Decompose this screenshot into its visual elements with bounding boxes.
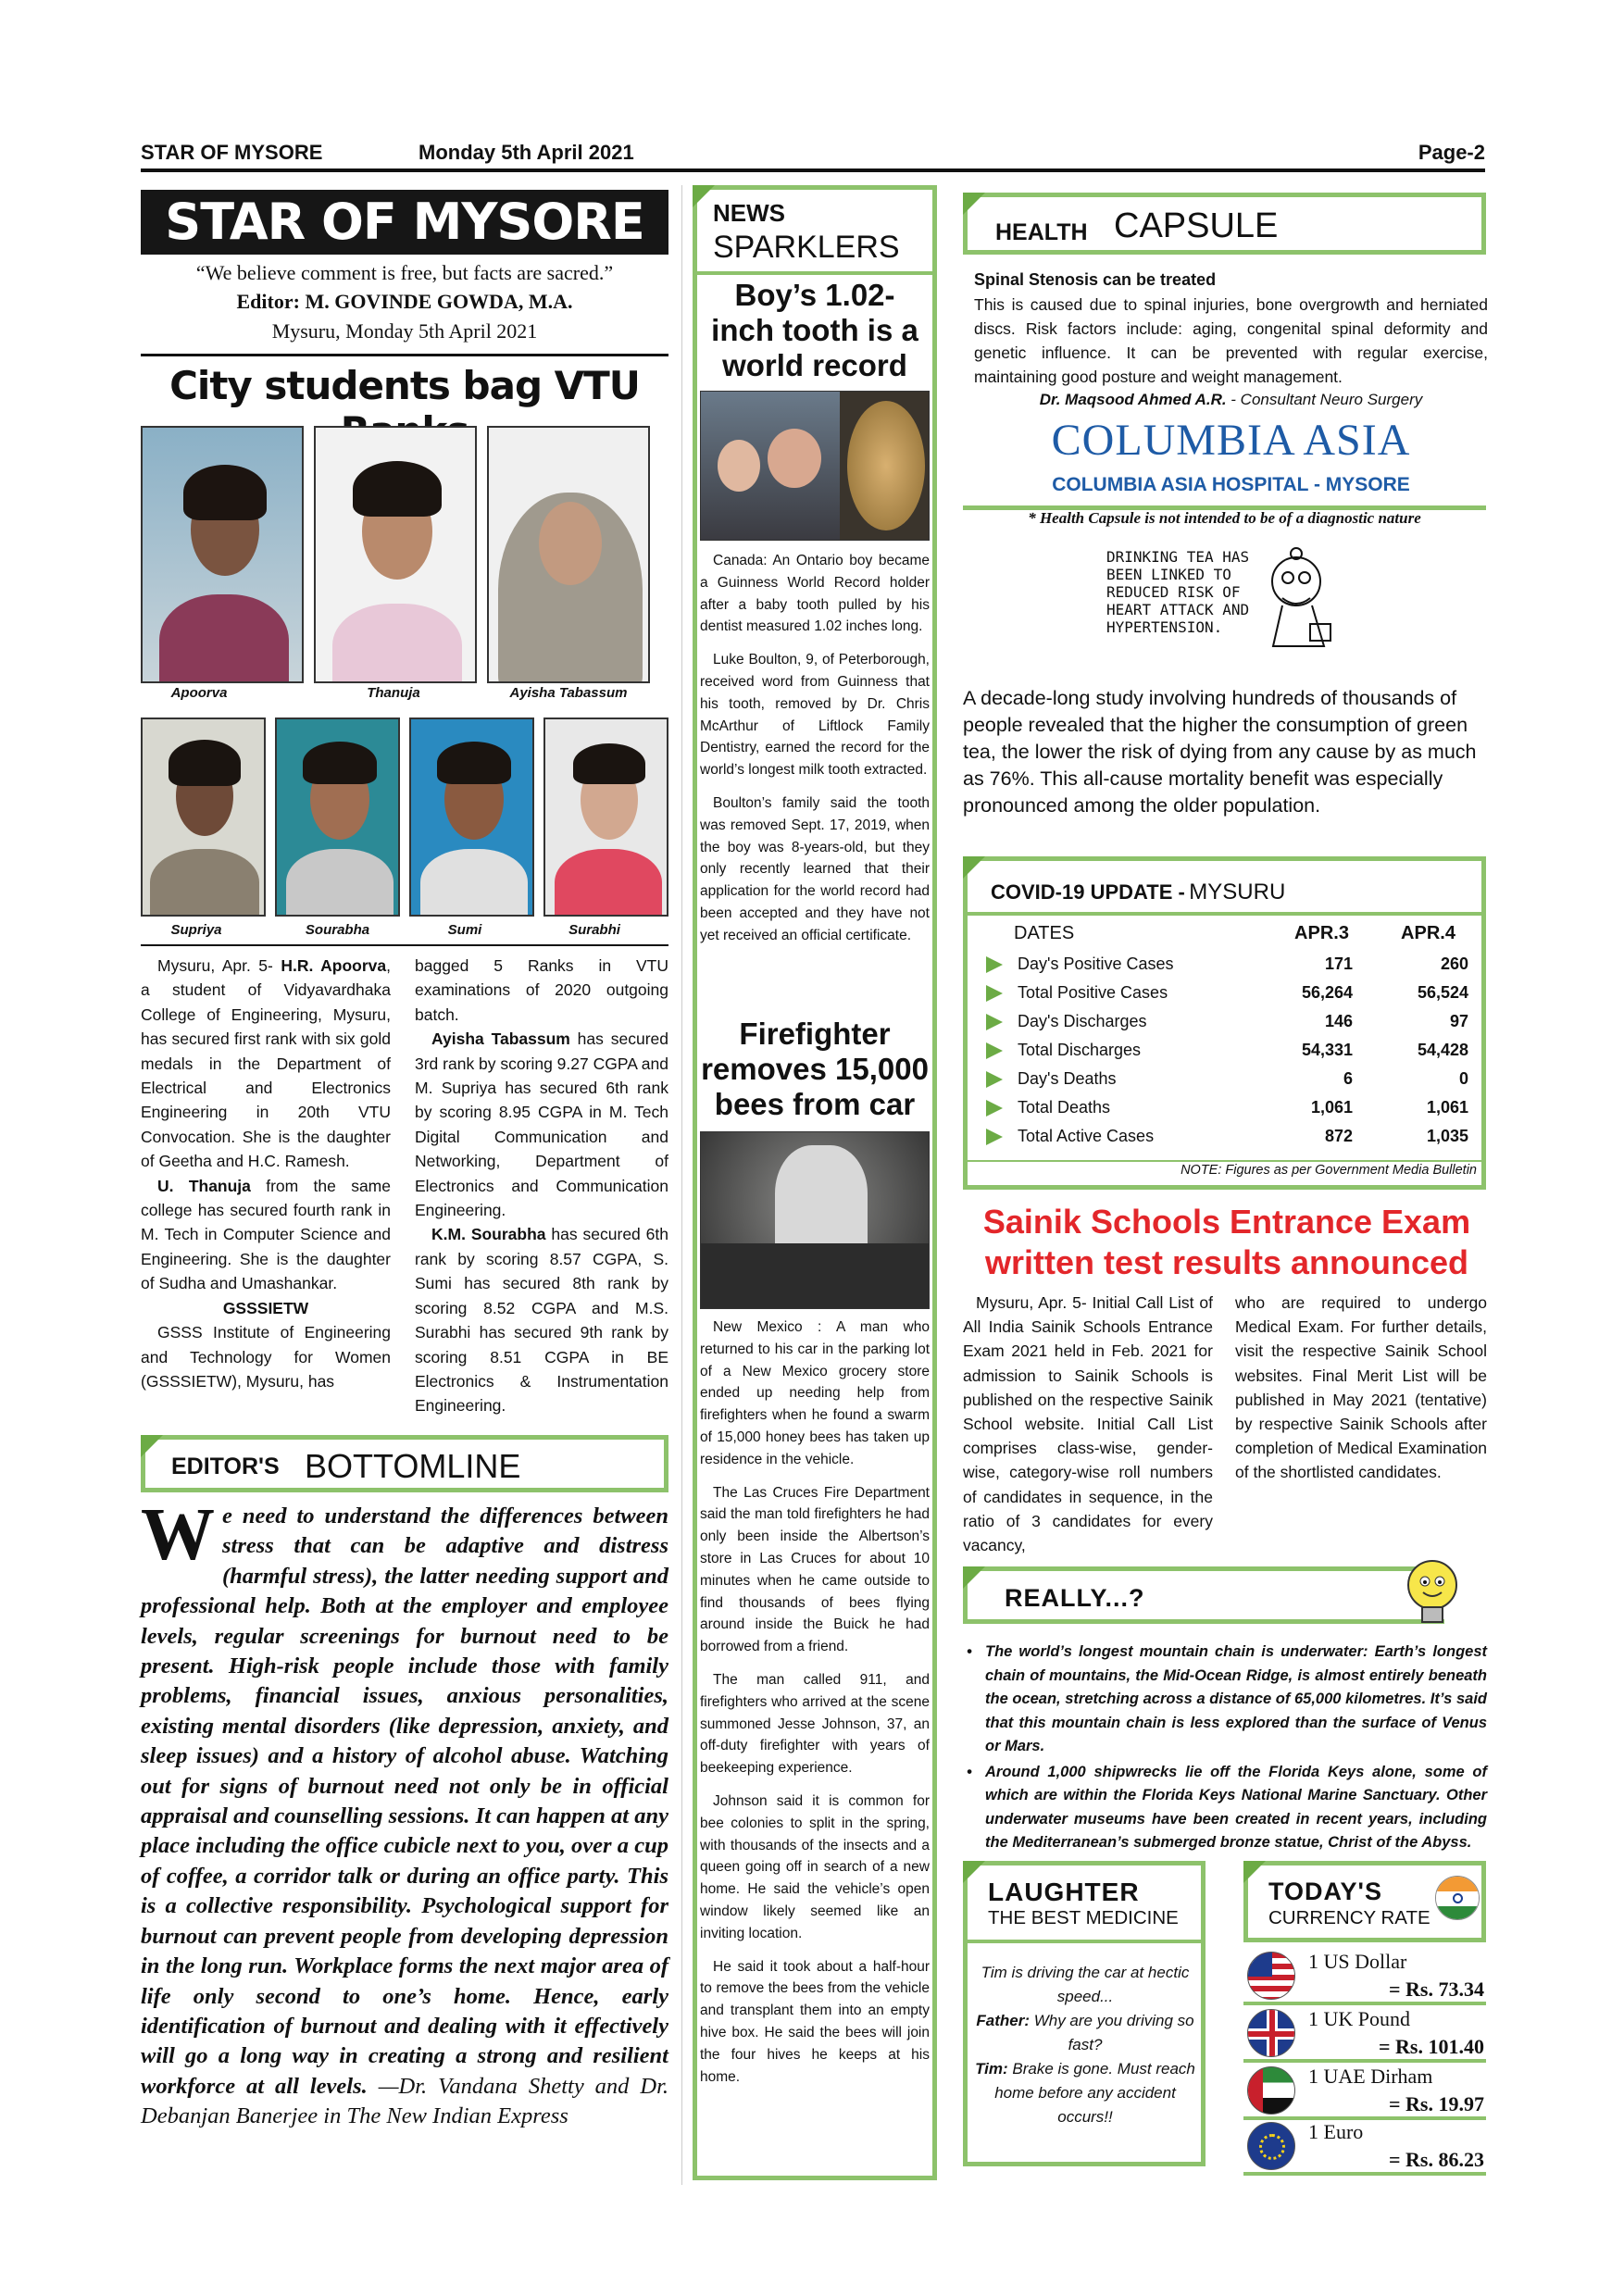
joke-line: Tim: Brake is gone. Must reach home before any accident occurs!! (975, 2060, 1195, 2126)
cartoon-caption: DRINKING TEA HAS BEEN LINKED TO REDUCED RISK OF HEART ATTACK AND HYPERTENSION. (1106, 548, 1250, 636)
caption-thanuja: Thanuja (367, 685, 420, 701)
story-paragraph: The Las Cruces Fire Department said the man told firefighters he had only been inside the Albertson’s store in Las Cruces for about 10 minutes when he came outside to find thousands of bees flying around inside the Buick he had borrowed from a friend. (700, 1484, 930, 1655)
covid-row-label: Day's Discharges (968, 1007, 1268, 1036)
covid-table-header (968, 917, 1481, 950)
covid-value-apr3: 872 (1324, 1127, 1353, 1145)
header-page-number: Page-2 (1418, 141, 1485, 164)
masthead-title: STAR OF MYSORE (165, 193, 644, 251)
uae-flag-icon (1247, 2066, 1295, 2115)
green-tea-article: A decade-long study involving hundreds of thousands of people revealed that the higher the consumption of green tea, the lower the risk of dying from any cause by as much as 76%. This all-cause mortality benefit was especially pronounced among the older population. (963, 687, 1477, 817)
sparklers-label-rule (697, 271, 932, 275)
covid-value-apr4: 1,061 (1426, 1098, 1468, 1117)
running-header (141, 139, 1485, 167)
covid-label-bold: COVID-19 UPDATE - (991, 880, 1185, 904)
vtu-article-col2 (415, 954, 668, 1418)
vtu-headline: City students bag VTU (169, 363, 640, 408)
vtu-article-col1 (141, 954, 391, 1393)
bottomline-label-bold: EDITOR'S (171, 1454, 280, 1479)
covid-value-apr4: 97 (1449, 1012, 1468, 1030)
bees-photo (700, 1131, 930, 1309)
covid-table (968, 917, 1481, 1151)
covid-note: NOTE: Figures as per Government Media Bulletin (1181, 1163, 1477, 1178)
tooth-story (700, 550, 930, 947)
currency-name: 1 US Dollar (1308, 1950, 1407, 1973)
covid-header-apr4: APR.4 (1401, 922, 1455, 943)
covid-value-apr3: 1,061 (1310, 1098, 1353, 1117)
really-item: • Around 1,000 shipwrecks lie off the Florida Keys alone, some of which are within the Florida Keys National Marine Sanctuary. Other underwater museums have been created in recent years, including the Mediterranean’s submerged bronze statue, Christ of the Abyss. (967, 1763, 1487, 1851)
laughter-label-rule (968, 1940, 1201, 1943)
covid-table-row (968, 1093, 1481, 1122)
tooth-headline: Boy’s 1.02-inch tooth is a world record (711, 278, 918, 382)
health-body: This is caused due to spinal injuries, bone overgrowth and herniated discs. Risk factors include: aging, congenital spinal deformity and genetic influence. It can be prevented with regular exercise, maintaining good posture and weight management. (974, 295, 1488, 386)
story-paragraph: New Mexico : A man who returned to his car in the parking lot of a New Mexico grocery store ended up needing help from firefighters when he found a swarm of 15,000 honey bees has taken up residence in the vehicle. (700, 1319, 930, 1467)
masthead-dateline: Mysuru, Monday 5th April 2021 (271, 319, 538, 343)
covid-value-apr3: 54,331 (1301, 1041, 1353, 1059)
play-arrow-icon (986, 1100, 1003, 1117)
hospital-name: COLUMBIA ASIA HOSPITAL - MYSORE (1052, 474, 1410, 495)
story-paragraph: Johnson said it is common for bee colonies to split in the spring, with thousands of the insects and a queen going off in search of a new home. He said the vehicle’s open window likely seemed like an inviting location. (700, 1792, 930, 1941)
currency-name: 1 Euro (1308, 2120, 1364, 2143)
bottomline-label: BOTTOMLINE (305, 1447, 521, 1485)
photo-caption-rule (141, 944, 668, 946)
health-disclaimer: * Health Capsule is not intended to be of a diagnostic nature (1028, 509, 1421, 527)
covid-table-row (968, 979, 1481, 1007)
caption-sourabha: Sourabha (305, 922, 370, 938)
currency-value: = Rs. 19.97 (1389, 2092, 1484, 2115)
uk-flag-icon (1247, 2009, 1295, 2057)
covid-table-row (968, 1007, 1481, 1036)
play-arrow-icon (986, 1071, 1003, 1088)
vtu-paragraph: GSSS Institute of Engineering and Technology for Women (GSSSIETW), Mysuru, has (141, 1323, 391, 1391)
covid-table-row (968, 1065, 1481, 1093)
really-item: • The world’s longest mountain chain is underwater: Earth’s longest chain of mountains, the Mid-Ocean Ridge, is almost entirely beneath the ocean, stretching across a distance of 65,000 kilometres. It’s said that this mountain chain is less explored than the surface of Venus or Mars. (967, 1643, 1487, 1754)
photo-sumi (409, 718, 534, 917)
sainik-col2: who are required to undergo Medical Exam. For further details, visit the respective Sainik School websites. Final Merit List will be published in May 2021 (tentative) by respective Sainik Schools after completion of Medical Examination of the shortlisted candidates. (1235, 1293, 1487, 1482)
bottomline-dropcap: W (141, 1494, 215, 1576)
bottomline-body (141, 1494, 669, 2132)
covid-value-apr4: 1,035 (1426, 1127, 1468, 1145)
vtu-subhead: GSSSIETW (222, 1298, 309, 1317)
currency-label: CURRENCY RATE (1268, 1907, 1430, 1928)
header-rule (141, 168, 1485, 172)
currency-row (1243, 2066, 1486, 2120)
currency-value: = Rs. 73.34 (1389, 1978, 1484, 2001)
currency-label-bold: TODAY'S (1268, 1878, 1382, 1905)
caption-sumi: Sumi (447, 922, 482, 938)
bottomline-label-box (141, 1435, 668, 1492)
covid-row-label: Total Deaths (968, 1093, 1268, 1122)
columbia-asia-logo: COLUMBIA ASIA (1051, 416, 1411, 465)
play-arrow-icon (986, 1014, 1003, 1030)
vtu-paragraph: Mysuru, Apr. 5- H.R. Apoorva, a student of Vidyavardhaka College of Engineering, Mysuru, has secured first rank with six gold medals in the Department of Electrical and Electronics Engineering in 20th VTU Convocation. She is the daughter of Geetha and H.C. Ramesh. (141, 956, 391, 1171)
story-paragraph: Boulton’s family said the tooth was removed Sept. 17, 2019, when the boy was 8-years-old, but they only recently learned that their application for the world record had been accepted and they have not yet received an official certificate. (700, 794, 930, 943)
lightbulb-icon (1400, 1555, 1465, 1629)
caption-ayisha-tabassum: Ayisha Tabassum (509, 685, 628, 701)
story-paragraph: The man called 911, and firefighters who arrived at the scene summoned Jesse Johnson, 37, an off-duty firefighter with years of beekeeping experience. (700, 1671, 930, 1777)
covid-value-apr4: 0 (1458, 1069, 1468, 1088)
currency-row (1243, 1952, 1486, 2005)
covid-label-place: MYSURU (1189, 880, 1286, 905)
sainik-col1: Mysuru, Apr. 5- Initial Call List of All India Sainik Schools Entrance Exam 2021 held in Feb. 2021 for admission to Sainik Schools is published on the respective Sainik School website. Initial Call List comprises class-wise, gender-wise, category-wise roll numbers of candidates in sequence, in the ratio of 3 candidates for every vacancy, (963, 1293, 1213, 1555)
bees-headline: Firefighter removes 15,000 bees from car (701, 1017, 929, 1121)
photo-surabhi (543, 718, 668, 917)
really-label-box (963, 1566, 1444, 1624)
covid-value-apr4: 260 (1440, 955, 1468, 973)
laughter-label-bold: LAUGHTER (988, 1878, 1140, 1906)
covid-value-apr4: 54,428 (1417, 1041, 1468, 1059)
bottomline-credit: —Dr. Vandana Shetty and Dr. Debanjan Banerjee in The New Indian Express (141, 2073, 669, 2129)
covid-note-rule (968, 1160, 1481, 1162)
covid-table-row (968, 1122, 1481, 1151)
vtu-paragraph: K.M. Sourabha has secured 6th rank by scoring 8.57 CGPA, S. Sumi has secured 8th rank by scoring 8.52 CGPA and M.S. Surabhi has secured 9th rank by scoring 8.51 CGPA in BE Electronics & Instrumentation Engineering. (415, 1225, 669, 1416)
cartoon-character-icon (1245, 544, 1347, 655)
photo-sourabha (275, 718, 400, 917)
india-flag-icon (1435, 1876, 1480, 1920)
health-label-bold: HEALTH (995, 219, 1088, 245)
photo-ayisha-tabassum (487, 426, 650, 683)
laughter-label: THE BEST MEDICINE (988, 1907, 1179, 1928)
covid-value-apr4: 56,524 (1417, 983, 1468, 1002)
vtu-paragraph: Ayisha Tabassum has secured 3rd rank by scoring 9.27 CGPA and M. Supriya has secured 6th rank by scoring 8.95 CGPA in M. Tech Digital Communication and Networking, Department of Electronics and Communication Engineering. (415, 1029, 668, 1220)
really-list (963, 1641, 1487, 1855)
vtu-paragraph: bagged 5 Ranks in VTU examinations of 2020 outgoing batch. (415, 956, 668, 1024)
laughter-joke (974, 1961, 1196, 2129)
joke-line: Father: Why are you driving so fast? (976, 2012, 1194, 2053)
play-arrow-icon (986, 956, 1003, 973)
play-arrow-icon (986, 1129, 1003, 1145)
sainik-headline: Sainik Schools Entrance Exam written test results announced (982, 1203, 1471, 1281)
joke-line: Tim is driving the car at hectic speed... (981, 1964, 1190, 2005)
covid-table-row (968, 1036, 1481, 1065)
masthead-motto: “We believe comment is free, but facts are sacred.” (195, 261, 614, 284)
us-flag-icon (1247, 1952, 1295, 2000)
covid-value-apr3: 6 (1343, 1069, 1353, 1088)
covid-header-apr3: APR.3 (1294, 922, 1349, 943)
caption-supriya: Supriya (170, 922, 222, 938)
health-label-box (963, 193, 1486, 255)
covid-title-rule (968, 912, 1481, 916)
health-label: CAPSULE (1114, 206, 1279, 245)
play-arrow-icon (986, 985, 1003, 1002)
covid-row-label: Total Active Cases (968, 1122, 1268, 1151)
bees-story (700, 1316, 930, 2088)
covid-value-apr3: 146 (1324, 1012, 1353, 1030)
header-date: Monday 5th April 2021 (418, 141, 634, 164)
currency-value: = Rs. 101.40 (1379, 2035, 1484, 2058)
story-paragraph: Canada: An Ontario boy became a Guinness World Record holder after a baby tooth pulled by his dentist measured 1.02 inches long. (700, 553, 930, 635)
covid-table-row (968, 950, 1481, 979)
covid-row-label: Day's Deaths (968, 1065, 1268, 1093)
header-paper-name: STAR OF MYSORE (141, 141, 323, 164)
masthead (141, 190, 668, 255)
covid-row-label: Total Discharges (968, 1036, 1268, 1065)
masthead-rule (141, 354, 668, 356)
photo-apoorva (141, 426, 304, 683)
story-paragraph: He said it took about a half-hour to remove the bees from the vehicle and transplant them into an empty hive box. He said the bees will join the four hives he keeps at his home. (700, 1958, 930, 2085)
caption-surabhi: Surabhi (568, 922, 620, 938)
photo-supriya (141, 718, 266, 917)
health-doctor: Dr. Maqsood Ahmed A.R. - Consultant Neuro Surgery (1039, 391, 1423, 408)
currency-row (1243, 2122, 1486, 2176)
currency-value: = Rs. 86.23 (1389, 2148, 1484, 2171)
story-paragraph: Luke Boulton, 9, of Peterborough, received word from Guinness that his tooth, removed by Dr. Chris McArthur of Liftlock Family Dentistry, earned the record for the world’s longest milk tooth extracted. (700, 652, 930, 779)
eu-flag-icon (1247, 2122, 1295, 2170)
column-rule (681, 185, 682, 2185)
currency-name: 1 UK Pound (1308, 2007, 1411, 2030)
tea-cartoon (1106, 544, 1347, 655)
currency-name: 1 UAE Dirham (1308, 2065, 1433, 2088)
health-title: Spinal Stenosis can be treated (974, 270, 1217, 289)
covid-label (991, 880, 1285, 905)
covid-header-dates: DATES (1014, 922, 1075, 943)
vtu-paragraph: U. Thanuja from the same college has secured fourth rank in M. Tech in Computer Science and Engineering. She is the daughter of Sudha and Umashankar. (141, 1176, 391, 1293)
masthead-editor: Editor: M. GOVINDE GOWDA, M.A. (236, 290, 573, 313)
caption-apoorva: Apoorva (170, 685, 228, 701)
covid-row-label: Total Positive Cases (968, 979, 1268, 1007)
bottomline-text: e need to understand the differences between stress that can be adaptive and distress (harmful stress), the latter needing support and professional help. Both at the employer and employee levels, regular screenings for burnout need to be present. High-risk people include those with family problems, financial issues, anxious personalities, existing mental disorders (like depression, anxiety, and sleep issues) and a history of alcohol abuse. Watching out for signs of burnout need not only be in official appraisal and counselling sessions. It can happen at any place including the office cubicle next to you, over a cup of coffee, a corridor talk or during an office party. This is a collective responsibility. Psychological support for burnout can prevent people from developing depression in the long run. Workplace forms the next major area of life only second to one’s home. Hence, early identification of burnout and dealing with it effectively will go a long way in creating a strong and resilient workforce at all levels. (141, 1504, 668, 2099)
tooth-photo (700, 391, 930, 541)
sparklers-label: SPARKLERS (713, 230, 900, 265)
sparklers-label-bold: NEWS (713, 199, 785, 227)
covid-value-apr3: 171 (1324, 955, 1353, 973)
covid-row-label: Day's Positive Cases (968, 950, 1268, 979)
covid-value-apr3: 56,264 (1301, 983, 1353, 1002)
currency-row (1243, 2009, 1486, 2063)
really-label: REALLY...? (1005, 1584, 1145, 1612)
photo-thanuja (314, 426, 477, 683)
play-arrow-icon (986, 1042, 1003, 1059)
